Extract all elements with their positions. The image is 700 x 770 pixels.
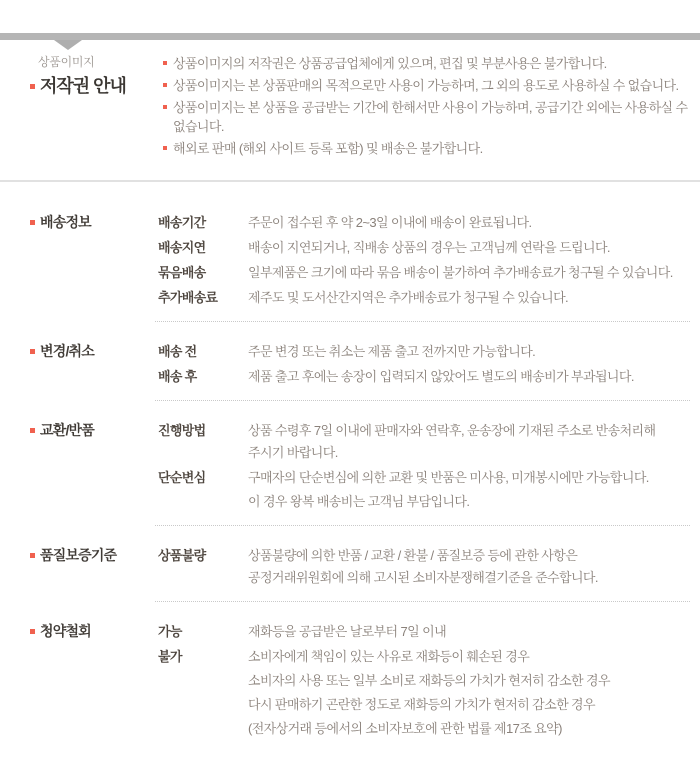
copyright-notice-text: 상품이미지의 저작권은 상품공급업체에게 있으며, 편집 및 부분사용은 불가합니다. — [173, 56, 607, 71]
list-item — [163, 98, 690, 136]
list-item — [163, 139, 690, 158]
section-shipping-info — [30, 213, 690, 307]
section-title-wrap — [30, 546, 155, 565]
row-label: 불가 — [158, 649, 182, 664]
row-label: 가능 — [158, 624, 182, 639]
row-text: 소비자의 사용 또는 일부 소비로 재화등의 가치가 현저히 감소한 경우 — [248, 673, 610, 688]
bullet-icon — [30, 349, 35, 354]
row-text: 소비자에게 책임이 있는 사유로 재화등이 훼손된 경우 — [248, 649, 530, 664]
row-text: 이 경우 왕복 배송비는 고객님 부담입니다. — [248, 494, 470, 509]
row-label: 추가배송료 — [158, 290, 218, 305]
bullet-icon — [30, 84, 35, 89]
copyright-eyebrow: 상품이미지 — [38, 55, 95, 69]
table-row — [155, 622, 690, 641]
row-label: 배송기간 — [158, 215, 206, 230]
row-label: 단순변심 — [158, 470, 206, 485]
row-label: 배송 전 — [158, 344, 197, 359]
row-text: (전자상거래 등에서의 소비자보호에 관한 법률 제17조 요약) — [248, 721, 562, 736]
section-title-wrap — [30, 421, 155, 440]
section-change-cancel — [30, 342, 690, 386]
section-rows — [155, 421, 690, 511]
dotted-divider — [155, 601, 690, 602]
row-text: 배송이 지연되거나, 직배송 상품의 경우는 고객님께 연락을 드립니다. — [248, 240, 610, 255]
bullet-icon — [163, 146, 167, 150]
row-text: 일부제품은 크기에 따라 묶음 배송이 불가하여 추가배송료가 청구될 수 있습니다. — [248, 265, 673, 280]
policy-sections — [0, 182, 700, 738]
row-text: 주문 변경 또는 취소는 제품 출고 전까지만 가능합니다. — [248, 344, 536, 359]
section-title: 품질보증기준 — [40, 547, 117, 563]
bullet-icon — [163, 61, 167, 65]
copyright-notice-text: 상품이미지는 본 상품을 공급받는 기간에 한해서만 사용이 가능하며, 공급기간 외에는 사용하실 수 없습니다. — [173, 100, 688, 134]
section-title: 교환/반품 — [40, 422, 94, 438]
row-label: 묶음배송 — [158, 265, 206, 280]
table-row — [155, 468, 690, 511]
row-label: 진행방법 — [158, 423, 206, 438]
copyright-notice-list — [163, 54, 690, 158]
section-rows — [155, 622, 690, 738]
section-title-wrap — [30, 622, 155, 641]
row-text: 구매자의 단순변심에 의한 교환 및 반품은 미사용, 미개봉시에만 가능합니다. — [248, 470, 649, 485]
section-withdrawal — [30, 622, 690, 738]
row-label: 상품불량 — [158, 548, 206, 563]
section-title-wrap — [30, 213, 155, 232]
row-text: 다시 판매하기 곤란한 정도로 재화등의 가치가 현저히 감소한 경우 — [248, 697, 595, 712]
row-text: 공정거래위원회에 의해 고시된 소비자분쟁해결기준을 준수합니다. — [248, 570, 598, 585]
bullet-icon — [30, 629, 35, 634]
copyright-notice-text: 해외로 판매 (해외 사이트 등록 포함) 및 배송은 불가합니다. — [173, 141, 483, 156]
section-rows — [155, 546, 690, 587]
top-divider-bar — [0, 33, 700, 40]
row-text: 제품 출고 후에는 송장이 입력되지 않았어도 별도의 배송비가 부과됩니다. — [248, 369, 634, 384]
dotted-divider — [155, 525, 690, 526]
table-row — [155, 421, 690, 462]
row-text: 상품 수령후 7일 이내에 판매자와 연락후, 운송장에 기재된 주소로 반송처리해 — [248, 423, 656, 438]
row-text: 제주도 및 도서산간지역은 추가배송료가 청구될 수 있습니다. — [248, 290, 569, 305]
copyright-title: 저작권 안내 — [40, 76, 126, 96]
section-title: 청약철회 — [40, 623, 91, 639]
section-rows — [155, 342, 690, 386]
copyright-heading-column — [30, 54, 163, 98]
copyright-section — [0, 49, 700, 158]
dotted-divider — [155, 321, 690, 322]
table-row — [155, 213, 690, 232]
list-item — [163, 54, 690, 73]
table-row — [155, 238, 690, 257]
table-row — [155, 288, 690, 307]
section-quality-guarantee — [30, 546, 690, 587]
section-title: 배송정보 — [40, 214, 91, 230]
row-text: 주문이 접수된 후 약 2~3일 이내에 배송이 완료됩니다. — [248, 215, 532, 230]
list-item — [163, 76, 690, 95]
row-label: 배송지연 — [158, 240, 206, 255]
table-row — [155, 647, 690, 738]
row-text: 상품불량에 의한 반품 / 교환 / 환불 / 품질보증 등에 관한 사항은 — [248, 548, 578, 563]
bullet-icon — [163, 83, 167, 87]
section-title-wrap — [30, 342, 155, 361]
bullet-icon — [30, 553, 35, 558]
copyright-notice-text: 상품이미지는 본 상품판매의 목적으로만 사용이 가능하며, 그 외의 용도로 사용하실 수 없습니다. — [173, 78, 679, 93]
section-title: 변경/취소 — [40, 343, 94, 359]
copyright-title-row — [30, 74, 163, 98]
row-text: 재화등을 공급받은 날로부터 7일 이내 — [248, 624, 447, 639]
row-label: 배송 후 — [158, 369, 197, 384]
bullet-icon — [30, 220, 35, 225]
section-rows — [155, 213, 690, 307]
table-row — [155, 263, 690, 282]
table-row — [155, 367, 690, 386]
table-row — [155, 342, 690, 361]
bullet-icon — [30, 428, 35, 433]
section-exchange-return — [30, 421, 690, 511]
row-text: 주시기 바랍니다. — [248, 445, 338, 460]
dotted-divider — [155, 400, 690, 401]
bullet-icon — [163, 105, 167, 109]
table-row — [155, 546, 690, 587]
